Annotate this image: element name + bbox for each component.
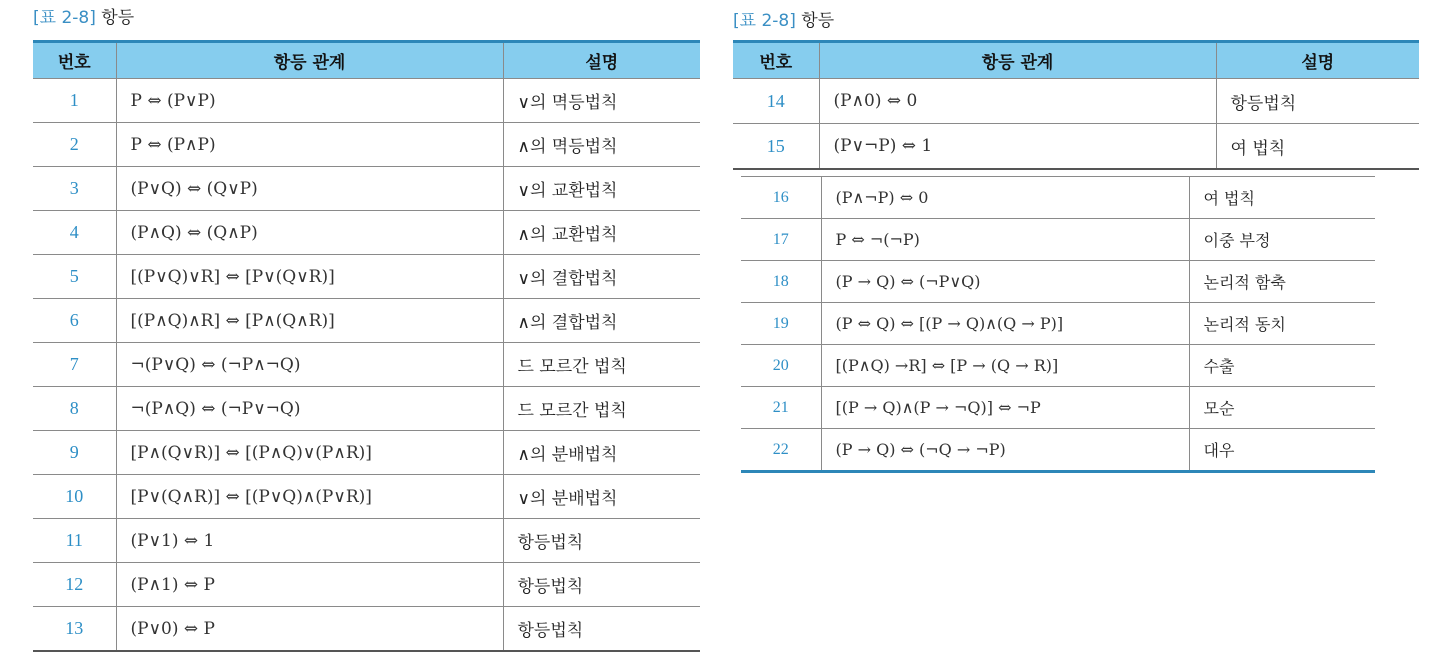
row-description: 항등법칙	[503, 607, 700, 652]
table-row	[741, 387, 1375, 429]
row-number: 17	[741, 219, 821, 261]
row-relation: [(P∧Q) →R] ⇔ [P → (Q → R)]	[821, 345, 1189, 387]
row-relation: (P∨¬P) ⇔ 1	[819, 124, 1216, 170]
row-relation: [P∧(Q∨R)] ⇔ [(P∧Q)∨(P∧R)]	[116, 431, 503, 475]
row-relation: (P∨0) ⇔ P	[116, 607, 503, 652]
row-description: 드 모르간 법칙	[503, 343, 700, 387]
identity-table-right-top	[733, 40, 1419, 170]
row-description: 항등법칙	[1216, 79, 1419, 124]
table-row	[33, 475, 700, 519]
table-row	[33, 343, 700, 387]
right-bottom-table-body	[741, 177, 1375, 472]
left-table-caption	[33, 8, 134, 28]
row-number: 3	[33, 167, 116, 211]
row-description: ∨의 교환법칙	[503, 167, 700, 211]
table-header-row	[733, 42, 1419, 79]
identity-table-right-bottom	[741, 176, 1375, 473]
table-row	[741, 429, 1375, 472]
row-relation: [(P∧Q)∧R] ⇔ [P∧(Q∧R)]	[116, 299, 503, 343]
row-description: 여 법칙	[1216, 124, 1419, 170]
right-top-table-body	[733, 79, 1419, 170]
row-description: ∧의 멱등법칙	[503, 123, 700, 167]
row-description: 수출	[1189, 345, 1375, 387]
header-relation: 항등 관계	[819, 42, 1216, 79]
table-row	[33, 607, 700, 652]
row-relation: (P∧Q) ⇔ (Q∧P)	[116, 211, 503, 255]
left-caption-number: [표 2-8]	[33, 8, 96, 28]
row-relation: P ⇔ (P∧P)	[116, 123, 503, 167]
row-number: 5	[33, 255, 116, 299]
header-description: 설명	[1216, 42, 1419, 79]
row-number: 21	[741, 387, 821, 429]
header-description: 설명	[503, 42, 700, 79]
table-row	[33, 299, 700, 343]
row-description: ∧의 결합법칙	[503, 299, 700, 343]
row-number: 15	[733, 124, 819, 170]
row-description: 여 법칙	[1189, 177, 1375, 219]
row-number: 9	[33, 431, 116, 475]
row-number: 20	[741, 345, 821, 387]
row-number: 18	[741, 261, 821, 303]
row-relation: (P∧¬P) ⇔ 0	[821, 177, 1189, 219]
header-relation: 항등 관계	[116, 42, 503, 79]
right-table-caption	[733, 11, 834, 31]
row-relation: [(P∨Q)∨R] ⇔ [P∨(Q∨R)]	[116, 255, 503, 299]
row-relation: (P∧0) ⇔ 0	[819, 79, 1216, 124]
table-row	[33, 519, 700, 563]
row-number: 7	[33, 343, 116, 387]
row-number: 4	[33, 211, 116, 255]
row-description: ∧의 분배법칙	[503, 431, 700, 475]
row-description: 드 모르간 법칙	[503, 387, 700, 431]
row-description: ∨의 분배법칙	[503, 475, 700, 519]
right-caption-title: 항등	[801, 11, 835, 31]
row-description: 항등법칙	[503, 519, 700, 563]
table-row	[33, 563, 700, 607]
identity-table-left	[33, 40, 700, 652]
table-row	[733, 124, 1419, 170]
row-description: 이중 부정	[1189, 219, 1375, 261]
table-row	[33, 255, 700, 299]
table-row	[33, 123, 700, 167]
row-relation: [(P → Q)∧(P → ¬Q)] ⇔ ¬P	[821, 387, 1189, 429]
header-number: 번호	[33, 42, 116, 79]
row-description: 논리적 동치	[1189, 303, 1375, 345]
table-row	[733, 79, 1419, 124]
row-relation: [P∨(Q∧R)] ⇔ [(P∨Q)∧(P∨R)]	[116, 475, 503, 519]
row-description: ∨의 멱등법칙	[503, 79, 700, 123]
table-row	[741, 219, 1375, 261]
row-relation: (P∧1) ⇔ P	[116, 563, 503, 607]
table-row	[741, 177, 1375, 219]
table-row	[33, 211, 700, 255]
row-relation: (P∨1) ⇔ 1	[116, 519, 503, 563]
row-description: 논리적 함축	[1189, 261, 1375, 303]
row-number: 22	[741, 429, 821, 472]
row-number: 19	[741, 303, 821, 345]
row-relation: (P∨Q) ⇔ (Q∨P)	[116, 167, 503, 211]
left-caption-title: 항등	[101, 8, 135, 28]
row-number: 13	[33, 607, 116, 652]
table-row	[33, 387, 700, 431]
row-relation: ¬(P∨Q) ⇔ (¬P∧¬Q)	[116, 343, 503, 387]
table-row	[741, 261, 1375, 303]
table-row	[33, 167, 700, 211]
table-row	[741, 303, 1375, 345]
row-relation: ¬(P∧Q) ⇔ (¬P∨¬Q)	[116, 387, 503, 431]
row-relation: P ⇔ ¬(¬P)	[821, 219, 1189, 261]
left-table-body	[33, 79, 700, 652]
row-number: 16	[741, 177, 821, 219]
row-number: 6	[33, 299, 116, 343]
row-number: 10	[33, 475, 116, 519]
row-description: 대우	[1189, 429, 1375, 472]
row-number: 12	[33, 563, 116, 607]
right-caption-number: [표 2-8]	[733, 11, 796, 31]
row-description: ∨의 결합법칙	[503, 255, 700, 299]
row-number: 14	[733, 79, 819, 124]
row-number: 8	[33, 387, 116, 431]
row-description: ∧의 교환법칙	[503, 211, 700, 255]
row-number: 11	[33, 519, 116, 563]
table-row	[33, 79, 700, 123]
row-relation: (P → Q) ⇔ (¬Q → ¬P)	[821, 429, 1189, 472]
row-number: 1	[33, 79, 116, 123]
header-number: 번호	[733, 42, 819, 79]
row-description: 모순	[1189, 387, 1375, 429]
row-relation: (P → Q) ⇔ (¬P∨Q)	[821, 261, 1189, 303]
row-relation: P ⇔ (P∨P)	[116, 79, 503, 123]
table-row	[33, 431, 700, 475]
table-row	[741, 345, 1375, 387]
row-number: 2	[33, 123, 116, 167]
row-description: 항등법칙	[503, 563, 700, 607]
table-header-row	[33, 42, 700, 79]
row-relation: (P ⇔ Q) ⇔ [(P → Q)∧(Q → P)]	[821, 303, 1189, 345]
